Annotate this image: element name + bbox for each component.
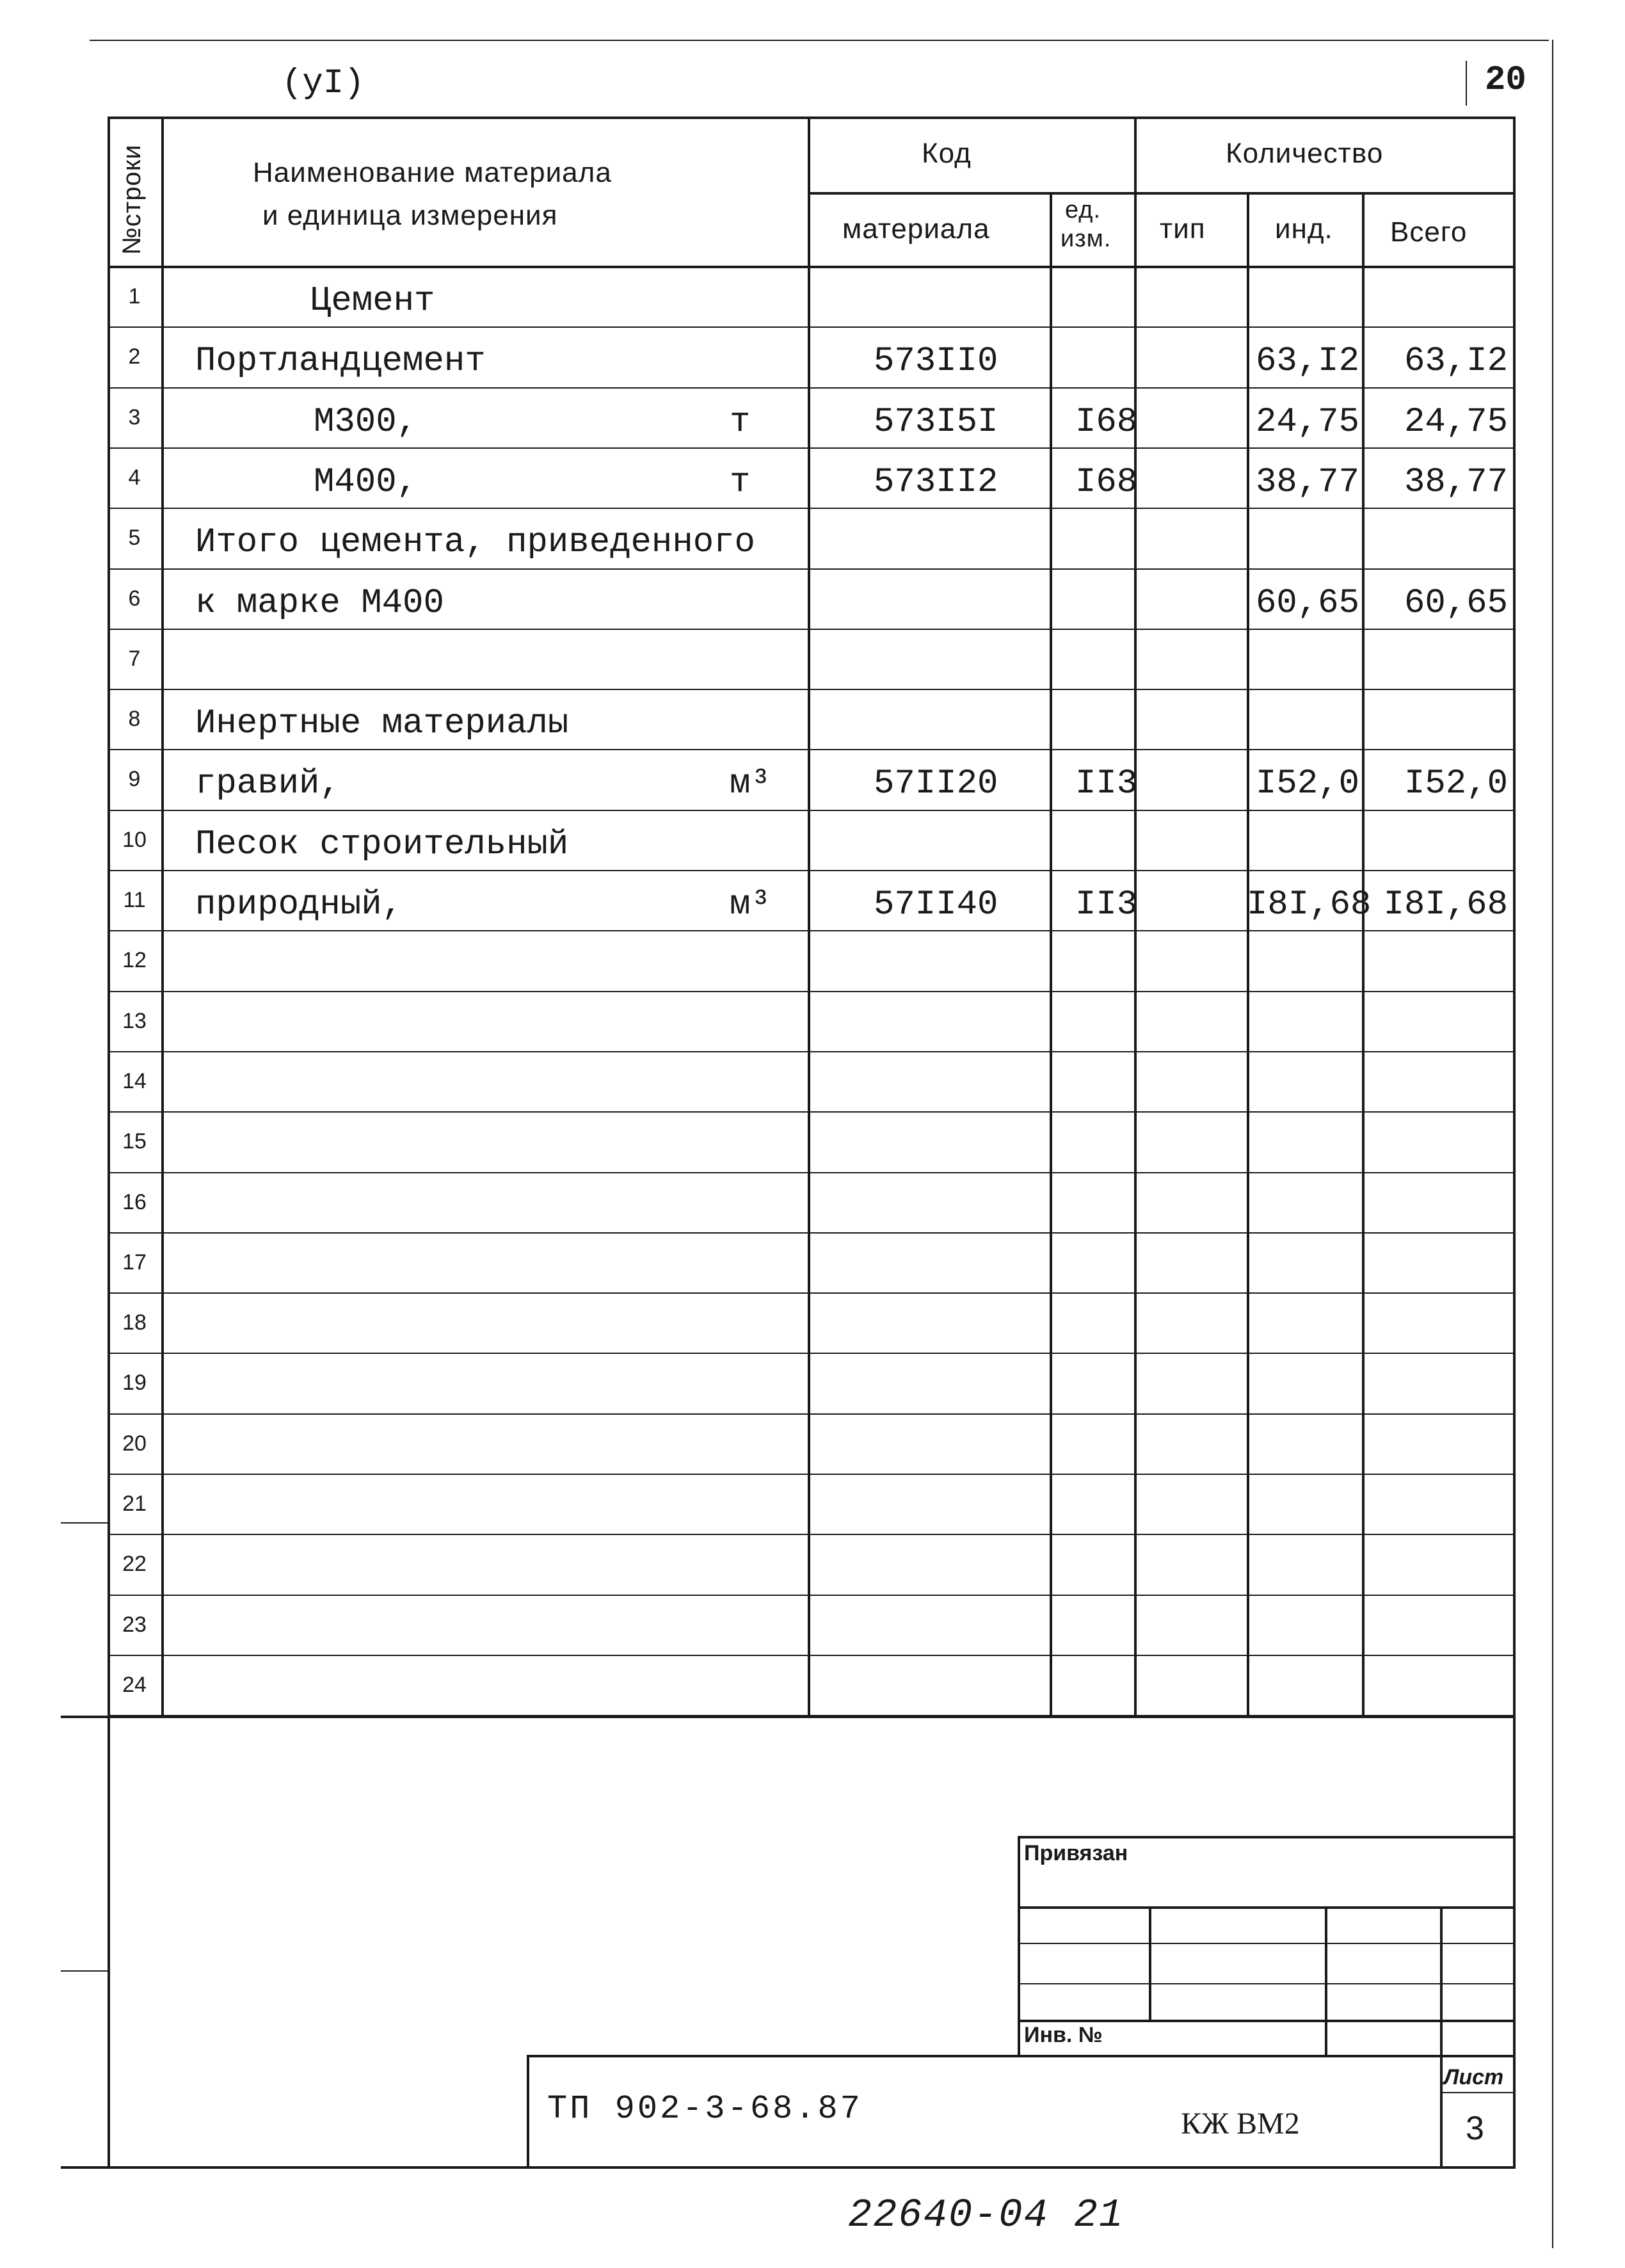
quantity-total: 63,I2 [1404, 342, 1508, 382]
row-number: 22 [122, 1552, 147, 1577]
unit: т [730, 402, 751, 442]
row-number: 9 [128, 767, 141, 792]
quantity-ind: 60,65 [1255, 583, 1359, 623]
row-separator [108, 810, 1516, 811]
row-separator [108, 568, 1516, 570]
material-name: М400, [314, 462, 418, 502]
header-name-line1: Наименование материала [253, 157, 612, 188]
header-name-line2: и единица измерения [262, 200, 558, 231]
unit-code: I68 [1075, 402, 1138, 442]
material-name: природный, [195, 885, 403, 924]
header-qty-total: Всего [1390, 216, 1468, 248]
row-separator [108, 689, 1516, 690]
row-number: 6 [128, 586, 141, 611]
stamp-vline-3 [1325, 1906, 1327, 2055]
col-border-code [1050, 192, 1052, 1717]
row-separator [108, 870, 1516, 871]
row-number: 24 [122, 1672, 147, 1697]
header-row-no: №строки [118, 144, 146, 255]
row-number: 1 [128, 284, 141, 309]
header-bottom-border [108, 266, 1516, 268]
header-code-unit-1: ед. [1065, 197, 1101, 223]
material-code: 57II40 [874, 885, 998, 924]
quantity-total: I8I,68 [1383, 885, 1508, 924]
row-separator [108, 1292, 1516, 1294]
row-separator [108, 1111, 1516, 1113]
row-separator [108, 1051, 1516, 1052]
row-separator [108, 1534, 1516, 1535]
material-name: Песок строительный [195, 824, 569, 864]
row-separator [108, 387, 1516, 389]
stamp-vline-2 [1149, 1906, 1151, 2020]
quantity-total: 24,75 [1404, 402, 1508, 442]
row-number: 7 [128, 646, 141, 671]
material-name: гравий, [195, 764, 340, 804]
quantity-ind: 63,I2 [1255, 342, 1359, 382]
col-border-num [161, 117, 164, 1717]
quantity-total: I52,0 [1404, 764, 1508, 804]
row-number: 18 [122, 1310, 147, 1335]
row-number: 13 [122, 1008, 147, 1033]
row-separator [108, 508, 1516, 509]
unit-code: II3 [1075, 764, 1138, 804]
material-name: Инертные материалы [195, 704, 569, 744]
unit-code: I68 [1075, 462, 1138, 502]
header-qty-ind: инд. [1275, 213, 1333, 245]
row-number: 21 [122, 1492, 147, 1516]
right-margin-line [1552, 40, 1553, 2248]
row-number: 10 [122, 827, 147, 852]
unit-code: II3 [1075, 885, 1138, 924]
row-separator [108, 447, 1516, 449]
material-code: 573II2 [874, 462, 998, 502]
col-border-right [1513, 117, 1516, 2168]
material-name: Цемент [310, 282, 435, 321]
header-code-unit-2: изм. [1061, 225, 1112, 252]
unit: м³ [730, 764, 771, 804]
stamp-doc-code: ТП 902-3-68.87 [547, 2090, 863, 2128]
row-number: 5 [128, 526, 141, 551]
unit: т [730, 462, 751, 502]
row-separator [108, 1595, 1516, 1596]
col-border-ind [1362, 192, 1365, 1717]
material-code: 573I5I [874, 402, 998, 442]
row-number: 11 [123, 888, 146, 912]
stamp-sheet-label: Лист [1444, 2065, 1504, 2089]
quantity-ind: 24,75 [1255, 402, 1359, 442]
row-separator [108, 1172, 1516, 1173]
quantity-ind: I52,0 [1255, 764, 1359, 804]
row-number: 3 [128, 405, 141, 430]
row-separator [108, 326, 1516, 328]
row-separator [108, 749, 1516, 750]
row-number: 2 [128, 344, 141, 369]
row-separator [108, 1353, 1516, 1354]
row-number: 17 [122, 1250, 147, 1275]
quantity-ind: I8I,68 [1247, 885, 1372, 924]
header-mid-border [810, 192, 1516, 195]
quantity-ind: 38,77 [1255, 462, 1359, 502]
row-number: 20 [122, 1431, 147, 1456]
row-number: 14 [122, 1068, 147, 1093]
material-name: Итого цемента, приведенного [195, 523, 755, 563]
stamp-vline-5 [527, 2055, 529, 2166]
row-separator [108, 930, 1516, 931]
row-number: 12 [122, 948, 147, 973]
header-code-material: материала [842, 213, 990, 245]
table-top-border [108, 117, 1516, 119]
row-number: 4 [128, 465, 141, 490]
stamp-line-7 [1440, 2092, 1516, 2093]
header-quantity: Количество [1226, 138, 1384, 169]
material-name: М300, [314, 402, 418, 442]
margin-tick-1 [61, 1522, 108, 1524]
row-number: 23 [122, 1612, 147, 1637]
material-name: Портландцемент [195, 342, 486, 382]
row-separator [108, 629, 1516, 630]
page-number: 20 [1485, 61, 1526, 100]
material-name: к марке М400 [195, 583, 444, 623]
header-code: Код [922, 138, 972, 169]
bottom-number: 22640-04 21 [848, 2192, 1125, 2238]
stamp-sheet-number: 3 [1466, 2110, 1484, 2147]
row-separator [108, 991, 1516, 992]
row-separator [108, 1474, 1516, 1475]
unit: м³ [730, 885, 771, 924]
page-mark: (yI) [282, 64, 365, 103]
material-code: 573II0 [874, 342, 998, 382]
stamp-line-1 [1018, 1836, 1516, 1838]
stamp-bottom-line [61, 2166, 1516, 2169]
stamp-inv-label: Инв. № [1024, 2023, 1103, 2047]
top-rule [90, 40, 1549, 41]
col-border-name [808, 117, 810, 1717]
row-number: 15 [122, 1129, 147, 1154]
quantity-total: 38,77 [1404, 462, 1508, 502]
row-number: 19 [122, 1371, 147, 1395]
row-number: 8 [128, 707, 141, 732]
stamp-mark: КЖ ВМ2 [1181, 2107, 1300, 2141]
table-bottom-border [61, 1716, 1516, 1718]
row-number: 16 [122, 1189, 147, 1214]
stamp-vline-4 [1440, 1906, 1443, 2166]
stamp-vline-1 [1018, 1836, 1020, 2055]
margin-tick-2 [61, 1970, 108, 1972]
header-qty-type: тип [1160, 213, 1206, 245]
row-separator [108, 1413, 1516, 1415]
stamp-linked-label: Привязан [1024, 1841, 1128, 1865]
row-separator [108, 1655, 1516, 1656]
stamp-line-6 [527, 2055, 1516, 2057]
material-code: 57II20 [874, 764, 998, 804]
quantity-total: 60,65 [1404, 583, 1508, 623]
page-number-divider [1466, 61, 1467, 106]
row-separator [108, 1232, 1516, 1234]
